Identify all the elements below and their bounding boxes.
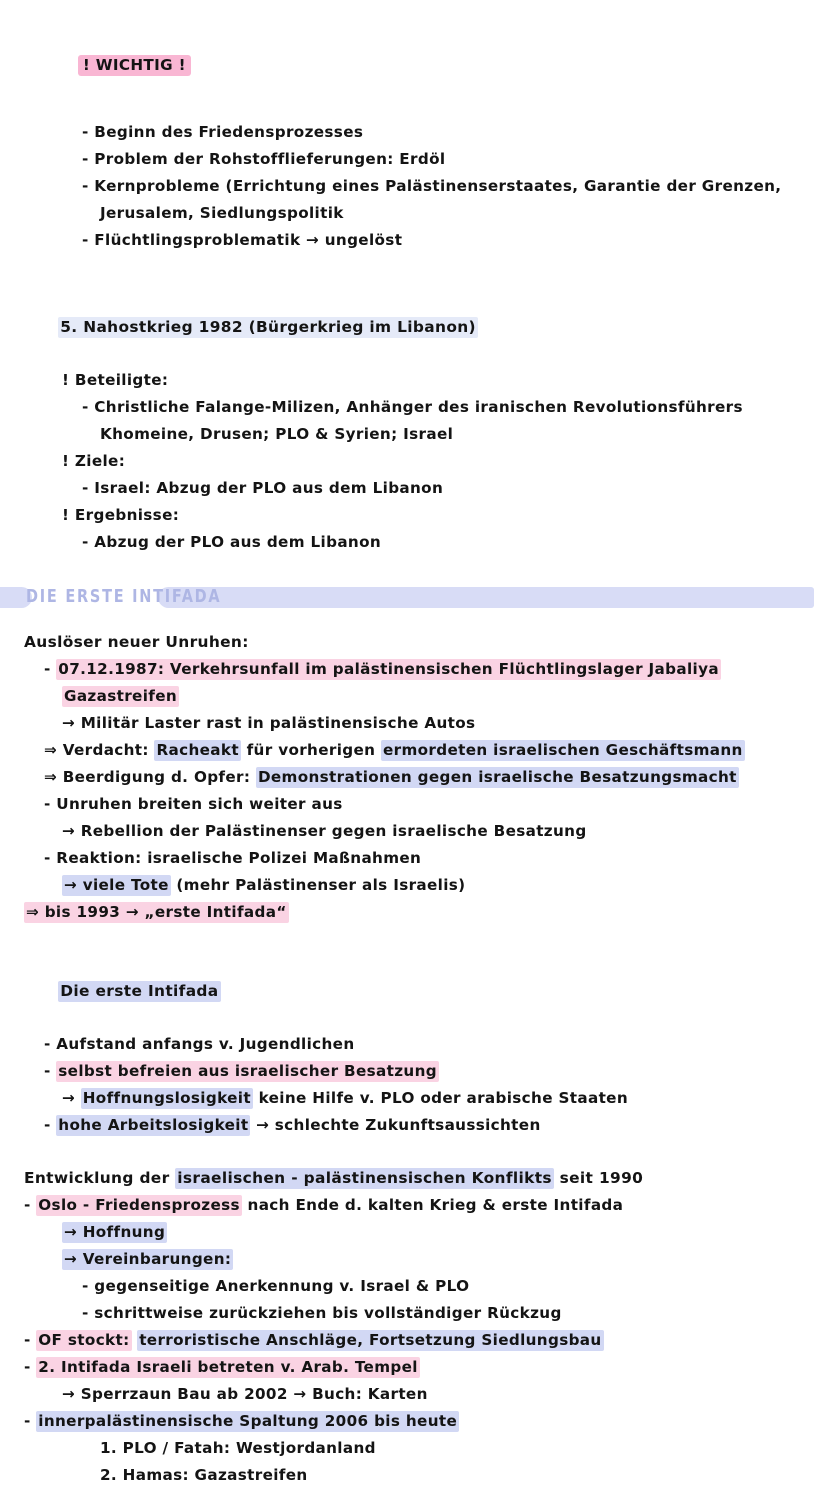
highlighted-text: Racheakt — [156, 741, 239, 759]
plain-text: - Unruhen breiten sich weiter aus — [44, 795, 343, 813]
note-line — [100, 1462, 828, 1488]
plain-text: ⇒ Beerdigung d. Opfer: — [44, 768, 256, 786]
note-line — [62, 1381, 828, 1407]
list-item-continuation — [100, 421, 828, 447]
line-marker: - — [44, 660, 57, 678]
group-label — [62, 367, 828, 393]
plain-text: Entwicklung der — [24, 1169, 176, 1187]
note-line — [62, 710, 828, 736]
note-line — [62, 1219, 828, 1245]
bullet-text: Jerusalem, Siedlungspolitik — [100, 204, 344, 222]
highlighted-text: selbst befreien aus israelischer Besatzung — [58, 1062, 437, 1080]
group-label-text: ! Beteiligte: — [62, 371, 169, 389]
plain-text: 2. Hamas: Gazastreifen — [100, 1466, 308, 1484]
plain-text: ⇒ Verdacht: — [44, 741, 155, 759]
intifada-line-list — [0, 1031, 828, 1138]
spacer — [0, 615, 828, 629]
list-item — [82, 529, 828, 555]
note-line — [24, 1192, 828, 1218]
plain-text: - — [24, 1331, 37, 1349]
plain-text: → Sperrzaun Bau ab 2002 → Buch: Karten — [62, 1385, 428, 1403]
lebanon-war-section — [0, 288, 828, 555]
plain-text: nach Ende d. kalten Krieg & erste Intifada — [241, 1196, 624, 1214]
highlighted-text: ermordeten israelischen Geschäftsmann — [382, 741, 743, 759]
note-line — [82, 1273, 828, 1299]
list-item — [82, 475, 828, 501]
first-intifada-section — [0, 952, 828, 1138]
trigger-section — [0, 629, 828, 925]
plain-text: - Aufstand anfangs v. Jugendlichen — [44, 1035, 355, 1053]
plain-text: → Militär Laster rast in palästinensische Autos — [62, 714, 476, 732]
group-label-text: ! Ziele: — [62, 452, 126, 470]
highlighted-text: → Hoffnung — [64, 1223, 166, 1241]
plain-text: seit 1990 — [553, 1169, 644, 1187]
section-banner-die-erste-intifada — [0, 585, 828, 611]
note-line — [62, 1085, 828, 1111]
plain-text: - gegenseitige Anerkennung v. Israel & PLO — [82, 1277, 470, 1295]
note-line — [44, 1058, 828, 1084]
bullet-text: - Abzug der PLO aus dem Libanon — [82, 533, 382, 551]
lebanon-war-heading — [24, 288, 828, 366]
trigger-heading: Auslöser neuer Unruhen: — [24, 633, 249, 651]
highlighted-text: Demonstrationen gegen israelische Besatzungsmacht — [257, 768, 737, 786]
plain-text: → schlechte Zukunftsaussichten — [250, 1116, 541, 1134]
banner-title: DIE ERSTE INTIFADA — [26, 587, 222, 607]
list-item — [82, 227, 828, 253]
bullet-text: - — [82, 177, 89, 195]
section-heading-text: 5. Nahostkrieg 1982 (Bürgerkrieg im Libanon) — [60, 318, 476, 336]
list-item-continuation — [100, 200, 828, 226]
development-line-list — [0, 1192, 828, 1488]
note-line — [44, 764, 828, 790]
bullet-text: Beginn des Friedensprozesses — [94, 123, 364, 141]
plain-text: → Rebellion der Palästinenser gegen israelische Besatzung — [62, 822, 587, 840]
note-line — [62, 818, 828, 844]
note-line — [62, 1246, 828, 1272]
highlighted-text: Gazastreifen — [64, 687, 178, 705]
plain-text: - — [24, 1196, 37, 1214]
bullet-text: Flüchtlingsproblematik → ungelöst — [94, 231, 403, 249]
development-section — [0, 1165, 828, 1488]
note-line — [44, 791, 828, 817]
development-heading — [24, 1165, 828, 1191]
list-item — [82, 394, 828, 420]
highlighted-text: 07.12.1987: Verkehrsunfall im palästinensischen Flüchtlingslager Jabaliya — [58, 660, 719, 678]
plain-text: - — [44, 1062, 57, 1080]
trigger-line-list — [0, 656, 828, 925]
list-item — [82, 146, 828, 172]
group-label — [62, 502, 828, 528]
bullet-text: Problem der Rohstofflieferungen: Erdöl — [94, 150, 446, 168]
bullet-text: - — [82, 150, 89, 168]
note-line — [100, 1435, 828, 1461]
bullet-text: - — [82, 123, 89, 141]
highlighted-text: Oslo - Friedensprozess — [38, 1196, 240, 1214]
note-line — [44, 1112, 828, 1138]
section-heading-text: Die erste Intifada — [60, 982, 219, 1000]
note-line — [24, 1354, 828, 1380]
bullet-text: - — [82, 231, 89, 249]
plain-text: - — [24, 1358, 37, 1376]
highlighted-text: → viele Tote — [64, 876, 169, 894]
highlighted-text: terroristische Anschläge, Fortsetzung Siedlungsbau — [139, 1331, 602, 1349]
list-item — [82, 173, 828, 199]
plain-text: - — [24, 1412, 37, 1430]
spacer — [0, 926, 828, 952]
plain-text: für vorherigen — [240, 741, 381, 759]
note-line — [24, 1327, 828, 1353]
group-label-text: ! Ergebnisse: — [62, 506, 180, 524]
highlighted-text: OF stockt: — [38, 1331, 130, 1349]
bullet-text: - Christliche Falange-Milizen, Anhänger des iranischen Revolutionsführers — [82, 398, 743, 416]
note-line — [82, 1300, 828, 1326]
plain-text: - Reaktion: israelische Polizei Maßnahmen — [44, 849, 422, 867]
plain-text: 1. PLO / Fatah: Westjordanland — [100, 1439, 376, 1457]
spacer — [0, 254, 828, 288]
highlighted-text: ⇒ bis 1993 → „erste Intifada“ — [26, 903, 287, 921]
highlighted-text: 2. Intifada Israeli betreten v. Arab. Tempel — [38, 1358, 418, 1376]
important-label: ! WICHTIG ! — [78, 55, 191, 76]
bullet-text: Kernprobleme (Errichtung eines Palästinenserstaates, Garantie der Grenzen, — [94, 177, 782, 195]
highlighted-text: hohe Arbeitslosigkeit — [58, 1116, 249, 1134]
plain-text: - — [44, 1116, 57, 1134]
note-line — [44, 1031, 828, 1057]
highlighted-text: innerpalästinensische Spaltung 2006 bis heute — [38, 1412, 458, 1430]
group-label — [62, 448, 828, 474]
note-line — [62, 683, 828, 709]
list-item — [82, 119, 828, 145]
note-line — [44, 737, 828, 763]
note-line — [24, 899, 828, 925]
spacer — [0, 1139, 828, 1165]
note-line — [44, 656, 828, 682]
note-line — [44, 845, 828, 871]
highlighted-text: Hoffnungslosigkeit — [82, 1089, 251, 1107]
banner-right-band — [158, 587, 814, 608]
plain-text: (mehr Palästinenser als Israelis) — [170, 876, 466, 894]
bullet-text: Khomeine, Drusen; PLO & Syrien; Israel — [100, 425, 454, 443]
highlighted-text: → Vereinbarungen: — [64, 1250, 232, 1268]
highlighted-text: israelischen - palästinensischen Konflikts — [177, 1169, 552, 1187]
note-line — [62, 872, 828, 898]
important-section — [0, 0, 828, 253]
spacer — [0, 105, 828, 119]
important-heading — [44, 26, 828, 104]
plain-text: → — [62, 1089, 81, 1107]
plain-text: - schrittweise zurückziehen bis vollständiger Rückzug — [82, 1304, 562, 1322]
bullet-text: - Israel: Abzug der PLO aus dem Libanon — [82, 479, 444, 497]
plain-text: keine Hilfe v. PLO oder arabische Staaten — [252, 1089, 628, 1107]
first-intifada-heading — [24, 952, 828, 1030]
note-line — [24, 1408, 828, 1434]
